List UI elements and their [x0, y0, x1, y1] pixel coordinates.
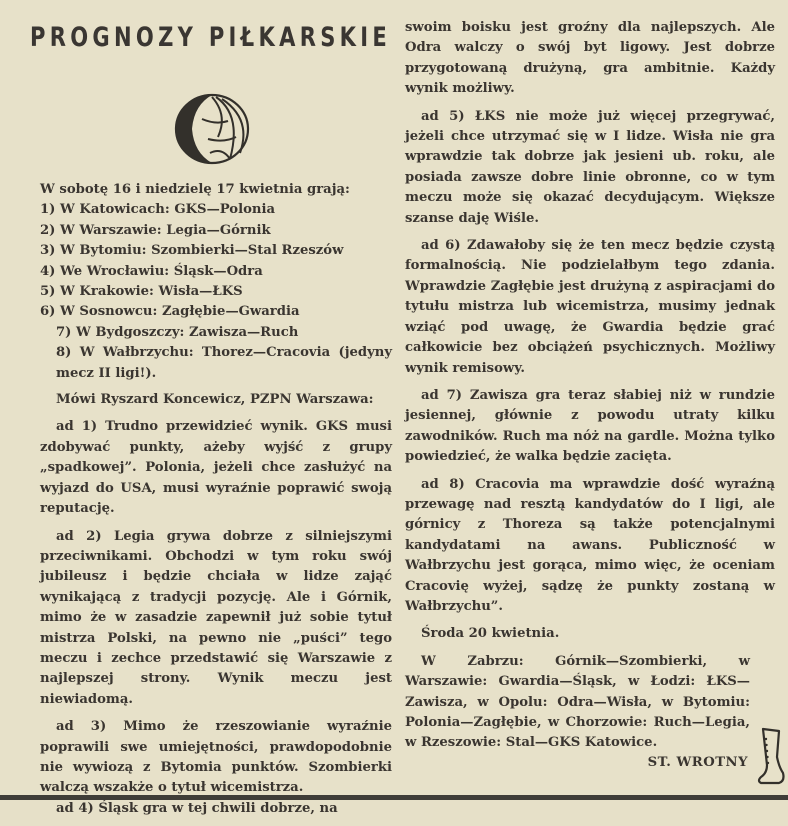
- comment-ad3: ad 3) Mimo że rzeszowianie wyraźnie poprawili swe umiejętności, prawdopodobnie nie wywiozą z Bytomia punktów. Szombierki walczą wszakże o tytuł wicemistrza.: [40, 719, 392, 796]
- comment-ad2: ad 2) Legia grywa dobrze z silniejszymi przeciwnikami. Obchodzi w tym roku swój jubileusz i będzie chciała w lidze zająć wynikającą z tradycji pozycję. Ale i Górnik, mimo że w zasadzie zapewnił już sobie tytuł mistrza Polski, na pewno nie „puści” tego meczu i zechce przedstawić się Warszawie z najlepszej strony. Wynik meczu jest niewiadomą.: [40, 528, 392, 707]
- comment-ad8: ad 8) Cracovia ma wprawdzie dość wyraźną przewagę nad resztą kandydatów do I ligi, ale górnicy z Thoreza są także potencjalnymi kandydatami na awans. Publiczność w Wałbrzychu jest gorąca, mimo więc, że oceniam Cracovię wyżej, sądzę że punkty zostaną w Wałbrzychu”.: [405, 476, 775, 614]
- comment-ad6: ad 6) Zdawałoby się że ten mecz będzie czystą formalnością. Nie podzielałbym tego zdania. Wprawdzie Zagłębie jest drużyną z aspiracjami do tytułu mistrza lub wicemistrza, musimy jednak wziąć pod uwagę, że Gwardia będzie grać całkowicie bez obciążeń psychicznych. Możliwy wynik remisowy.: [405, 238, 775, 376]
- fixture-item: 2) W Warszawie: Legia—Górnik: [40, 222, 271, 238]
- fixture-item: 5) W Krakowie: Wisła—ŁKS: [40, 284, 243, 300]
- fixture-item: 8) W Wałbrzychu: Thorez—Cracovia (jedyny mecz II ligi!).: [56, 345, 392, 381]
- comment-ad1: ad 1) Trudno przewidzieć wynik. GKS musi zdobywać punkty, ażeby wyjść z grupy „spadkowej”. Polonia, jeżeli chce zasłużyć na wyjazd do USA, musi wyraźnie poprawić swoją reputację.: [40, 419, 392, 517]
- fixture-item: 1) W Katowicach: GKS—Polonia: [40, 202, 276, 218]
- page-edge: [0, 795, 788, 800]
- schedule-heading: W sobotę 16 i niedzielę 17 kwietnia grają:: [40, 182, 350, 197]
- midweek-fixtures: W Zabrzu: Górnik—Szombierki, w Warszawie: Gwardia—Śląsk, w Łodzi: ŁKS—Zawisza, w Opolu: Odra—Wisła, w Bytomiu: Polonia—Zagłębie, w Chorzowie: Ruch—Legia, w Rzeszowie: Stal—GKS Katowice.: [405, 653, 750, 751]
- left-column: [40, 180, 392, 826]
- comment-ad5: ad 5) ŁKS nie może już więcej przegrywać, jeżeli chce utrzymać się w I lidze. Wisła nie gra wprawdzie tak dobrze jak jesieni ub. roku, ale posiada zawsze dobre linie obronne, co w tym meczu może się okazać decydującym. Większe szanse daję Wiśle.: [405, 108, 775, 226]
- fixture-item: 7) W Bydgoszczy: Zawisza—Ruch: [56, 324, 299, 340]
- fixture-item: 3) W Bytomiu: Szombierki—Stal Rzeszów: [40, 243, 344, 259]
- right-column: [405, 18, 775, 761]
- speaker-intro: Mówi Ryszard Koncewicz, PZPN Warszawa:: [56, 392, 374, 408]
- boot-icon: [757, 727, 785, 785]
- football-icon: [172, 93, 252, 165]
- midweek-heading: Środa 20 kwietnia.: [421, 626, 560, 642]
- comment-ad4-continued: swoim boisku jest groźny dla najlepszych. Ale Odra walczy o swój byt ligowy. Jest dobrze przygotowaną drużyną, gra ambitnie. Każdy wynik możliwy.: [405, 20, 775, 97]
- comment-ad4-start: ad 4) Śląsk gra w tej chwili dobrze, na: [56, 800, 338, 816]
- author-signature: ST. WROTNY: [647, 755, 748, 770]
- fixture-item: 6) W Sosnowcu: Zagłębie—Gwardia: [40, 304, 300, 320]
- fixture-item: 4) We Wrocławiu: Śląsk—Odra: [40, 263, 263, 279]
- article-title: PROGNOZY PIŁKARSKIE: [30, 22, 392, 53]
- comment-ad7: ad 7) Zawisza gra teraz słabiej niż w rundzie jesiennej, głównie z powodu utraty kilku zawodników. Ruch ma nóż na gardle. Można tylko powiedzieć, że walka będzie zacięta.: [405, 387, 775, 465]
- fixture-list: [40, 180, 392, 384]
